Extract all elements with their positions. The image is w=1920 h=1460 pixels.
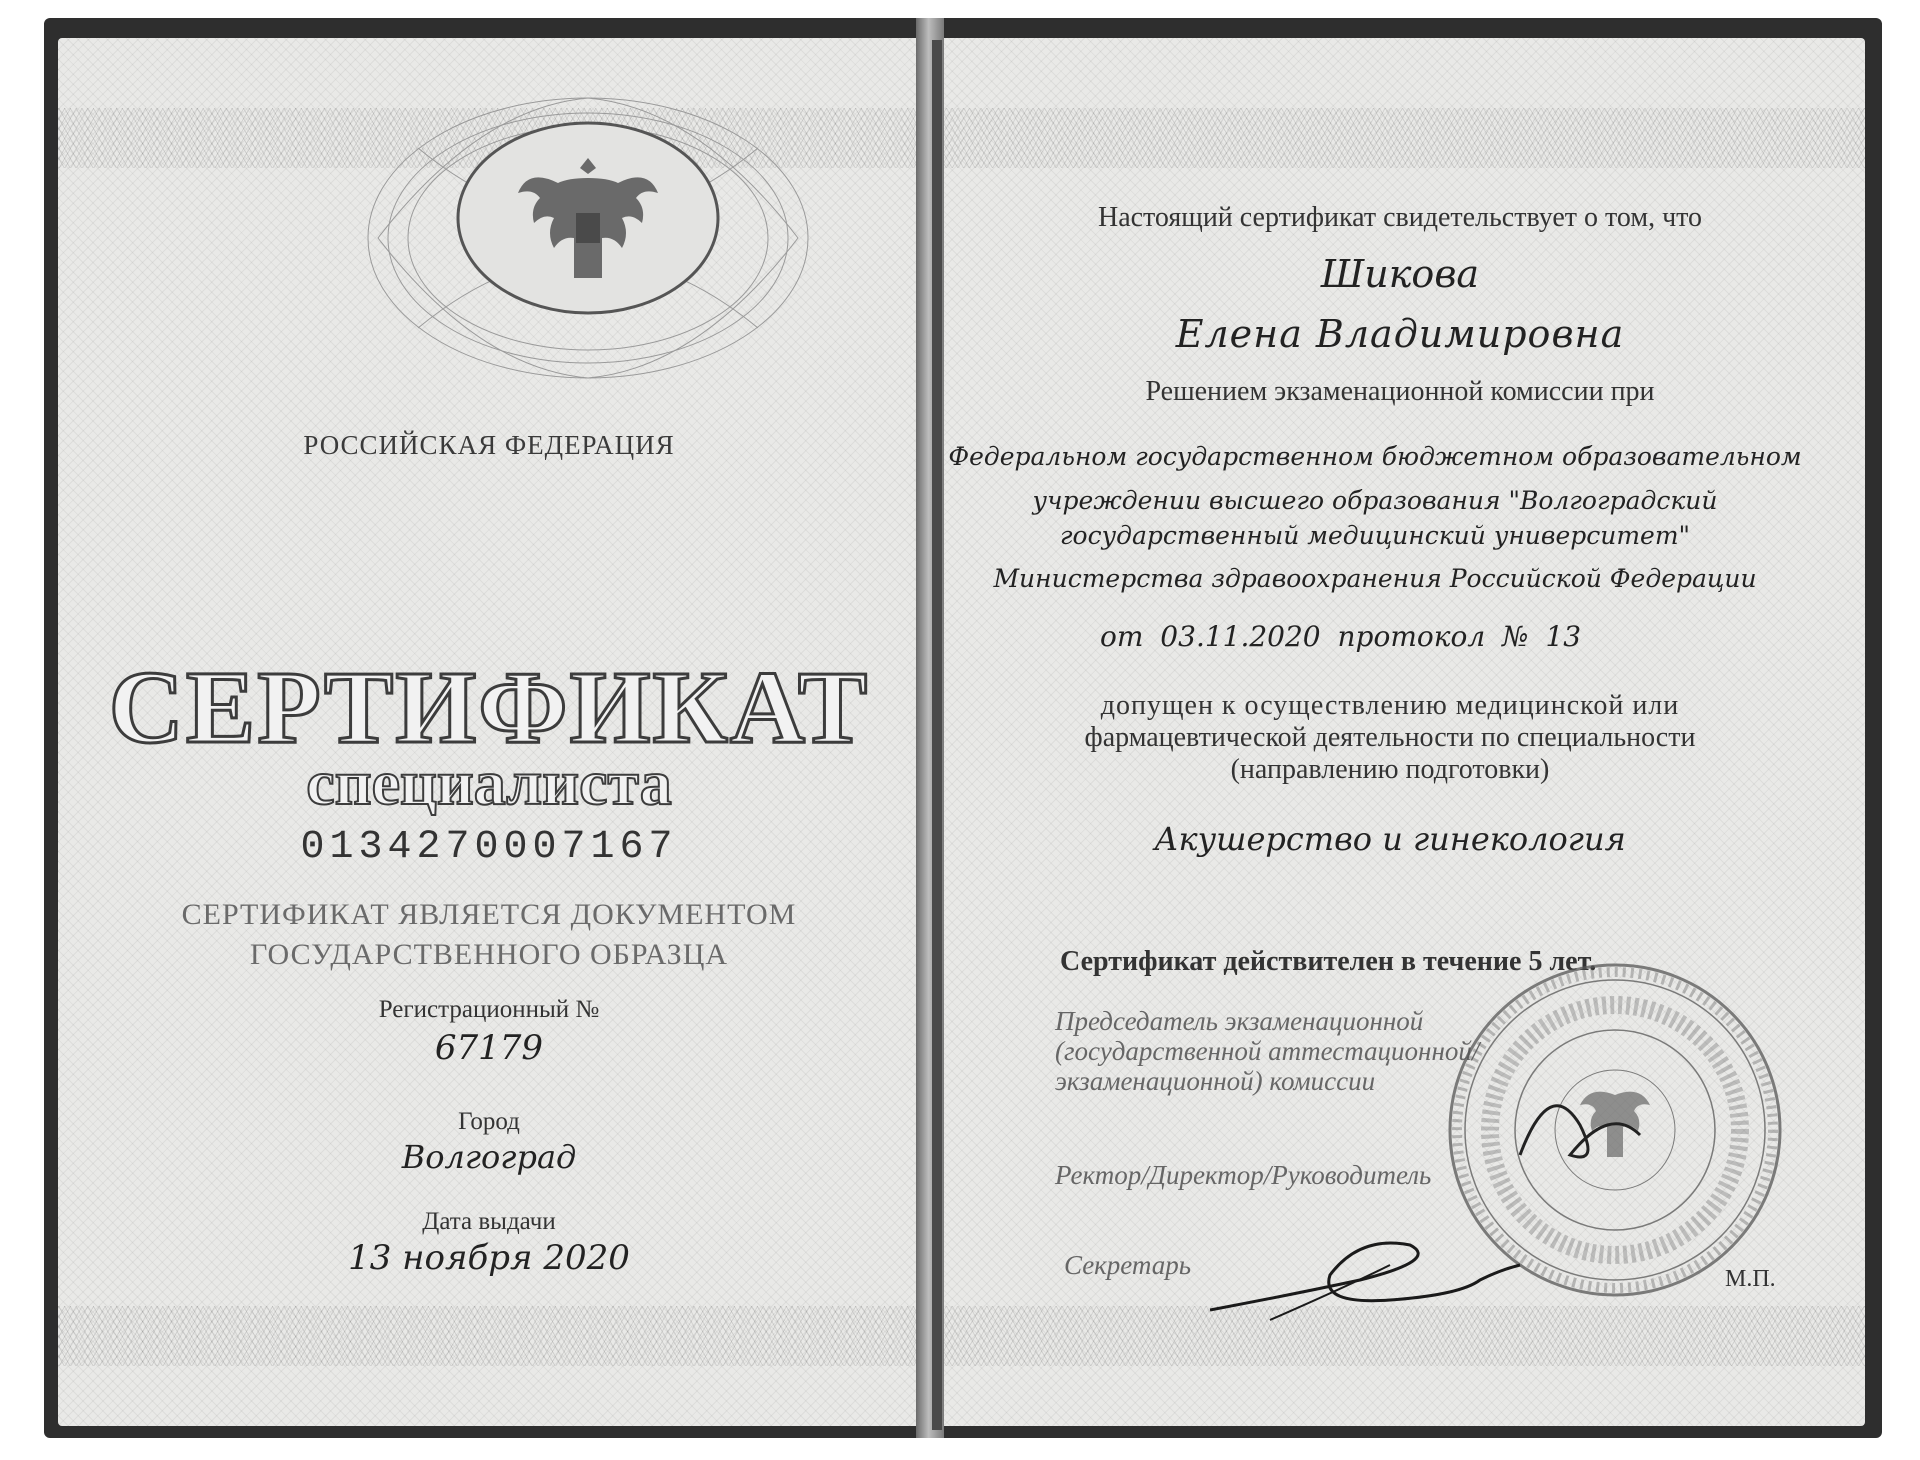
validity-text: Сертификат действителен в течение 5 лет.	[1060, 946, 1597, 977]
serial-number: 0134270007167	[300, 825, 678, 870]
decision-text: Решением экзаменационной комиссии при	[1145, 376, 1655, 407]
organization-line: учреждении высшего образования "Волгоградский	[1032, 486, 1718, 515]
issue-date-label: Дата выдачи	[422, 1208, 556, 1235]
guilloche-band-top	[940, 108, 1865, 168]
bookmark-ribbon	[932, 40, 942, 1430]
admission-line: допущен к осуществлению медицинской или	[1100, 690, 1680, 721]
rector-label: Ректор/Директор/Руководитель	[1055, 1160, 1432, 1190]
registration-number: 67179	[434, 1028, 544, 1068]
issue-date-value: 13 ноября 2020	[348, 1238, 630, 1278]
document-note-line2: ГОСУДАРСТВЕННОГО ОБРАЗЦА	[249, 938, 729, 971]
seal-place-mark: М.П.	[1725, 1266, 1776, 1292]
protocol-line: от 03.11.2020 протокол № 13	[1100, 620, 1582, 653]
organization-line: государственный медицинский университет"	[1059, 521, 1691, 550]
coat-of-arms-rosette	[358, 88, 818, 388]
admission-line: фармацевтической деятельности по специальности	[1084, 722, 1696, 753]
guilloche-band-bottom	[58, 1306, 920, 1366]
secretary-signature	[1210, 1225, 1530, 1325]
left-page	[58, 38, 920, 1426]
country-name: РОССИЙСКАЯ ФЕДЕРАЦИЯ	[303, 430, 675, 460]
city-value: Волгоград	[401, 1138, 577, 1176]
certificate-title: СЕРТИФИКАТ	[108, 650, 870, 765]
intro-text: Настоящий сертификат свидетельствует о том, что	[1097, 202, 1703, 233]
certificate-subtitle: специалиста	[306, 747, 672, 818]
city-label: Город	[458, 1108, 520, 1135]
chairman-label-line: (государственной аттестационной/	[1055, 1036, 1480, 1066]
chairman-label-line: Председатель экзаменационной	[1055, 1006, 1424, 1036]
specialty-value: Акушерство и гинекология	[1154, 820, 1626, 858]
holder-given-names: Елена Владимировна	[1175, 312, 1625, 356]
document-note-line1: СЕРТИФИКАТ ЯВЛЯЕТСЯ ДОКУМЕНТОМ	[181, 898, 797, 931]
organization-line: Федеральном государственном бюджетном образовательном	[948, 442, 1802, 471]
registration-label: Регистрационный №	[378, 996, 600, 1023]
chairman-label-line: экзаменационной) комиссии	[1055, 1066, 1376, 1096]
holder-surname: Шикова	[1320, 252, 1480, 296]
secretary-label: Секретарь	[1064, 1250, 1192, 1280]
admission-line: (направлению подготовки)	[1230, 754, 1550, 785]
organization-line: Министерства здравоохранения Российской Федерации	[993, 564, 1757, 593]
